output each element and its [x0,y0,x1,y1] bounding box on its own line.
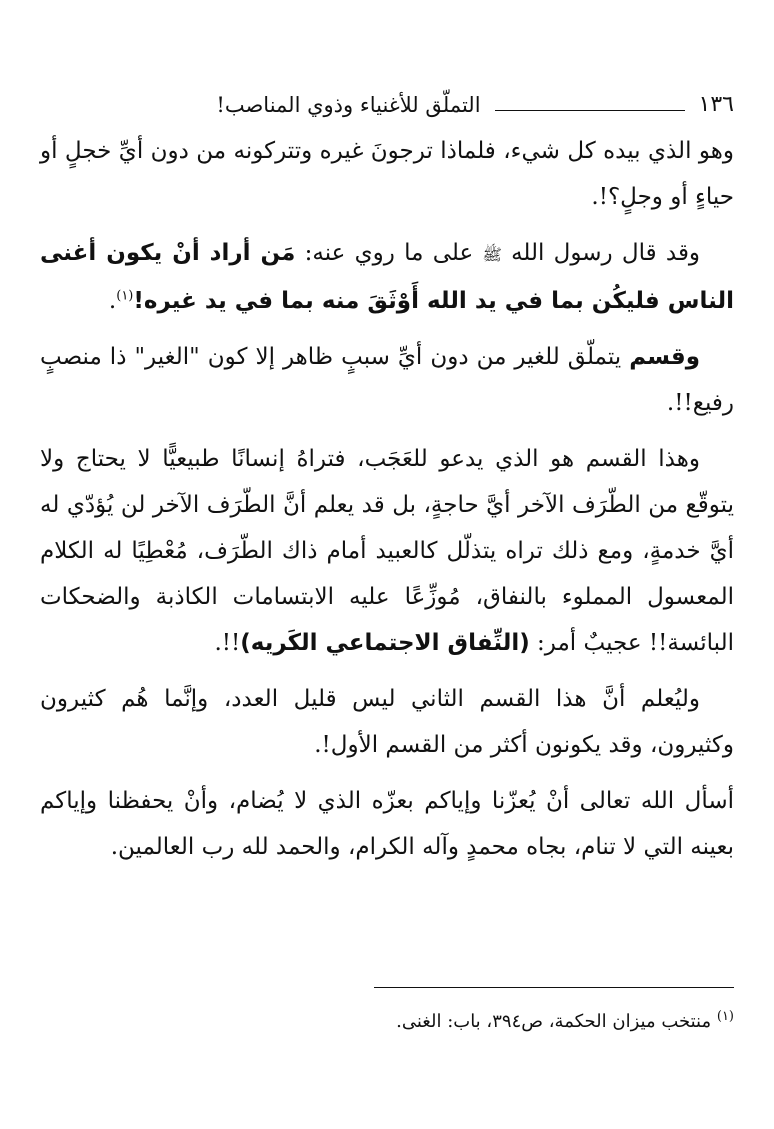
paragraph-3 [40,334,734,426]
body-text [40,128,734,880]
footnote [40,1008,734,1036]
paragraph-4-main: وهذا القسم هو الذي يدعو للعَجَب، فتراهُ إنسانًا طبيعيًّا لا يحتاج ولا يتوقّع من الطّرَف الآخر أيَّ حاجةٍ، بل قد يعلم أنَّ الطّرَف الآخر لن يُؤدّي له أيَّ خدمةٍ، ومع ذلك تراه يتذلّل كالعبيد أمام ذاك الطّرَف، مُعْطِيًا له الكلام المعسول المملوء بالنفاق، مُوزِّعًا عليه الابتسامات الكاذبة والضحكات البائسة!! عجيبٌ أمر: [40,446,734,656]
footnote-marker: (١) [716,1009,734,1024]
running-title: التملّق للأغنياء وذوي المناصب! [216,93,481,117]
paragraph-2 [40,230,734,324]
paragraph-1: وهو الذي بيده كل شيء، فلماذا ترجونَ غيره وتتركونه من دون أيِّ خجلٍ أو حياءٍ أو وجلٍ؟!. [40,138,734,210]
hadith-quote: مَن أراد أنْ يكون أغنى الناس فليكُن بما في يد الله أَوْثَقَ منه بما في يد غيره! [40,240,734,314]
paragraph-2-end: . [108,288,117,314]
footnote-reference: (١) [116,288,134,304]
paragraph-6: أسأل الله تعالى أنْ يُعزّنا وإياكم بعزّه الذي لا يُضام، وأنْ يحفظنا وإياكم بعينه التي لا تنام، بجاه محمدٍ وآله الكرام، والحمد لله رب العالمين. [40,788,734,860]
page-number: ١٣٦ [698,92,734,117]
paragraph-2-mid: على ما روي عنه: [304,240,474,266]
paragraph-4 [40,436,734,666]
social-hypocrisy-phrase: (النِّفاق الاجتماعي الكَريه) [240,630,530,656]
paragraph-4-end: !!. [214,630,241,656]
salawat-glyph: ﷺ [482,245,502,264]
page-header [40,84,734,121]
header-rule [495,110,685,111]
footnote-text: منتخب ميزان الحكمة، ص٣٩٤، باب: الغنى. [396,1011,712,1032]
paragraph-2-intro: وقد قال رسول الله [511,240,701,266]
paragraph-3-rest: يتملّق للغير من دون أيِّ سببٍ ظاهر إلا كون "الغير" ذا منصبٍ رفيع!!. [40,344,734,416]
footnote-rule [374,987,734,988]
paragraph-3-lead: وقسم [629,344,701,370]
paragraph-5: وليُعلم أنَّ هذا القسم الثاني ليس قليل العدد، وإنَّما هُم كثيرون وكثيرون، وقد يكونون أكثر من القسم الأول!. [40,686,734,758]
